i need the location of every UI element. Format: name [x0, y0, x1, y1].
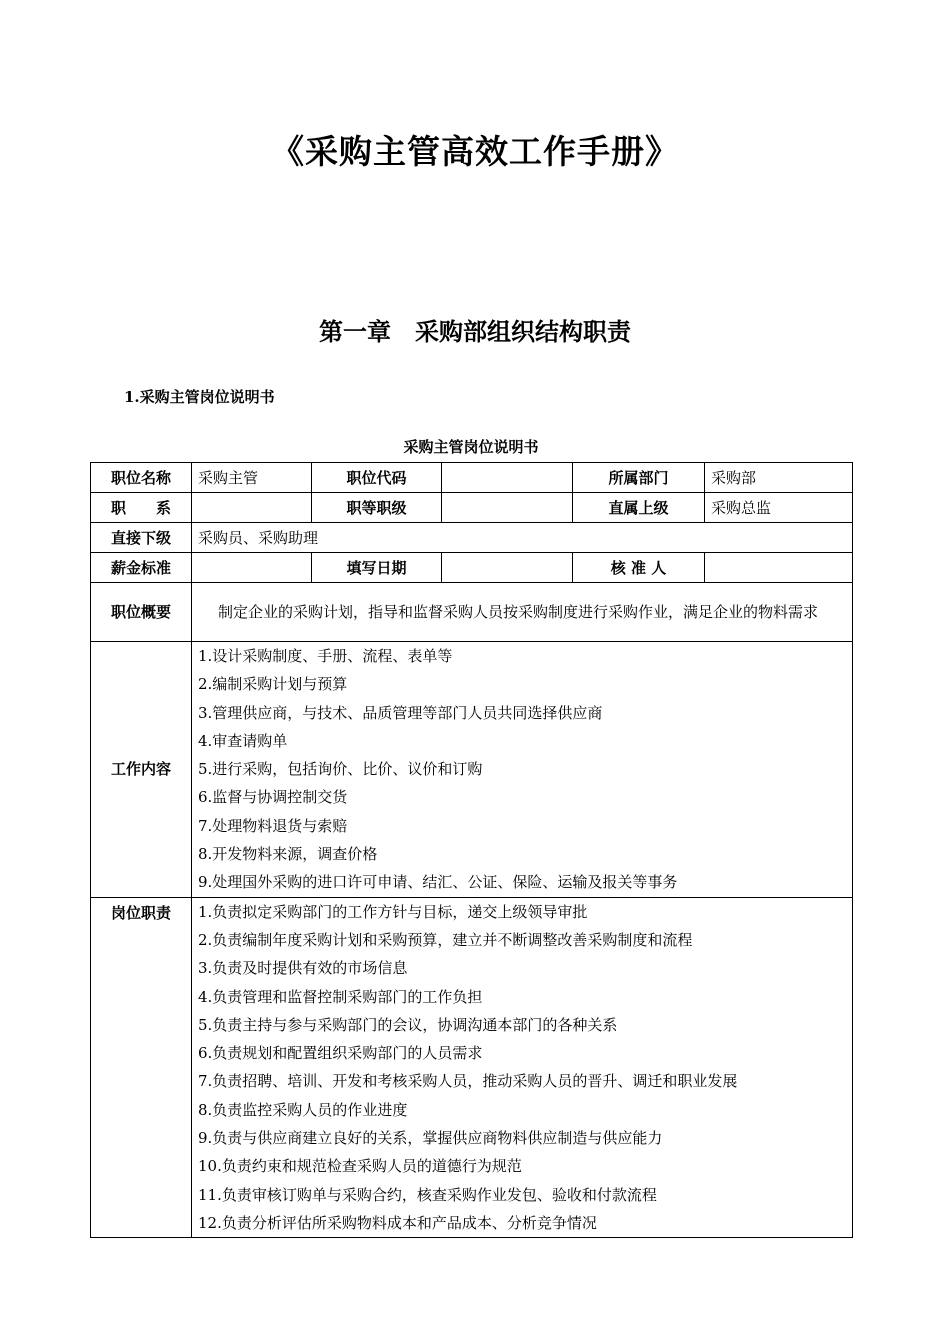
table-row: [91, 523, 853, 553]
label-approver: 核 准 人: [573, 553, 705, 583]
list-item: 10.负责约束和规范检查采购人员的道德行为规范: [198, 1157, 522, 1176]
list-item: 9.处理国外采购的进口许可申请、结汇、公证、保险、运输及报关等事务: [198, 873, 678, 892]
list-item: 4.审查请购单: [198, 731, 288, 750]
table-row: [91, 897, 853, 1238]
label-department: 所属部门: [573, 463, 705, 493]
list-item: 1.设计采购制度、手册、流程、表单等: [198, 647, 453, 665]
value-position-code: [442, 463, 573, 493]
list-item: 3.负责及时提供有效的市场信息: [198, 959, 408, 978]
value-position-summary: 制定企业的采购计划，指导和监督采购人员按采购制度进行采购作业，满足企业的物料需求: [192, 583, 853, 642]
label-position-summary: 职位概要: [91, 583, 192, 642]
value-direct-superior: 采购总监: [705, 493, 853, 523]
label-direct-subordinate: 直接下级: [91, 523, 192, 553]
table-row: [91, 463, 853, 493]
table-row: [91, 493, 853, 523]
label-position-name: 职位名称: [91, 463, 192, 493]
chapter-title: 第一章 采购部组织结构职责: [319, 318, 631, 346]
table-row: [91, 642, 853, 898]
table-row: [91, 583, 853, 642]
list-item: 2.编制采购计划与预算: [198, 675, 348, 694]
label-work-content: 工作内容: [91, 642, 192, 898]
value-job-series: [192, 493, 312, 523]
list-item: 3.管理供应商，与技术、品质管理等部门人员共同选择供应商: [198, 703, 603, 722]
value-department: 采购部: [705, 463, 853, 493]
label-job-series: 职 系: [91, 493, 192, 523]
label-position-code: 职位代码: [312, 463, 442, 493]
list-item: 8.开发物料来源，调查价格: [198, 845, 378, 864]
table-caption: 采购主管岗位说明书: [403, 438, 539, 456]
value-direct-subordinate: 采购员、采购助理: [192, 523, 853, 553]
list-item: 11.负责审核订购单与采购合约，核查采购作业发包、验收和付款流程: [198, 1185, 657, 1204]
value-approver: [705, 553, 853, 583]
list-item: 2.负责编制年度采购计划和采购预算，建立并不断调整改善采购制度和流程: [198, 930, 693, 949]
document-title: 《采购主管高效工作手册》: [271, 132, 679, 171]
label-job-grade: 职等职级: [312, 493, 442, 523]
label-direct-superior: 直属上级: [573, 493, 705, 523]
job-description-table: [90, 462, 853, 1238]
label-salary-standard: 薪金标准: [91, 553, 192, 583]
table-row: [91, 553, 853, 583]
list-item: 8.负责监控采购人员的作业进度: [198, 1100, 408, 1119]
list-item: 12.负责分析评估所采购物料成本和产品成本、分析竞争情况: [198, 1213, 597, 1232]
list-item: 6.监督与协调控制交货: [198, 788, 348, 807]
label-job-duties: 岗位职责: [91, 897, 192, 1238]
value-salary-standard: [192, 553, 312, 583]
value-job-grade: [442, 493, 573, 523]
value-position-name: 采购主管: [192, 463, 312, 493]
value-fill-date: [442, 553, 573, 583]
section-heading: 1.采购主管岗位说明书: [124, 388, 275, 406]
list-item: 6.负责规划和配置组织采购部门的人员需求: [198, 1044, 483, 1063]
list-item: 5.负责主持与参与采购部门的会议，协调沟通本部门的各种关系: [198, 1015, 618, 1034]
work-content-list: [192, 642, 853, 898]
job-duties-list: [192, 897, 853, 1238]
label-fill-date: 填写日期: [312, 553, 442, 583]
list-item: 5.进行采购，包括询价、比价、议价和订购: [198, 760, 483, 779]
list-item: 7.处理物料退货与索赔: [198, 816, 348, 835]
list-item: 7.负责招聘、培训、开发和考核采购人员，推动采购人员的晋升、调迁和职业发展: [198, 1072, 738, 1091]
list-item: 9.负责与供应商建立良好的关系，掌握供应商物料供应制造与供应能力: [198, 1129, 663, 1148]
list-item: 4.负责管理和监督控制采购部门的工作负担: [198, 987, 483, 1006]
list-item: 1.负责拟定采购部门的工作方针与目标，递交上级领导审批: [198, 902, 588, 921]
